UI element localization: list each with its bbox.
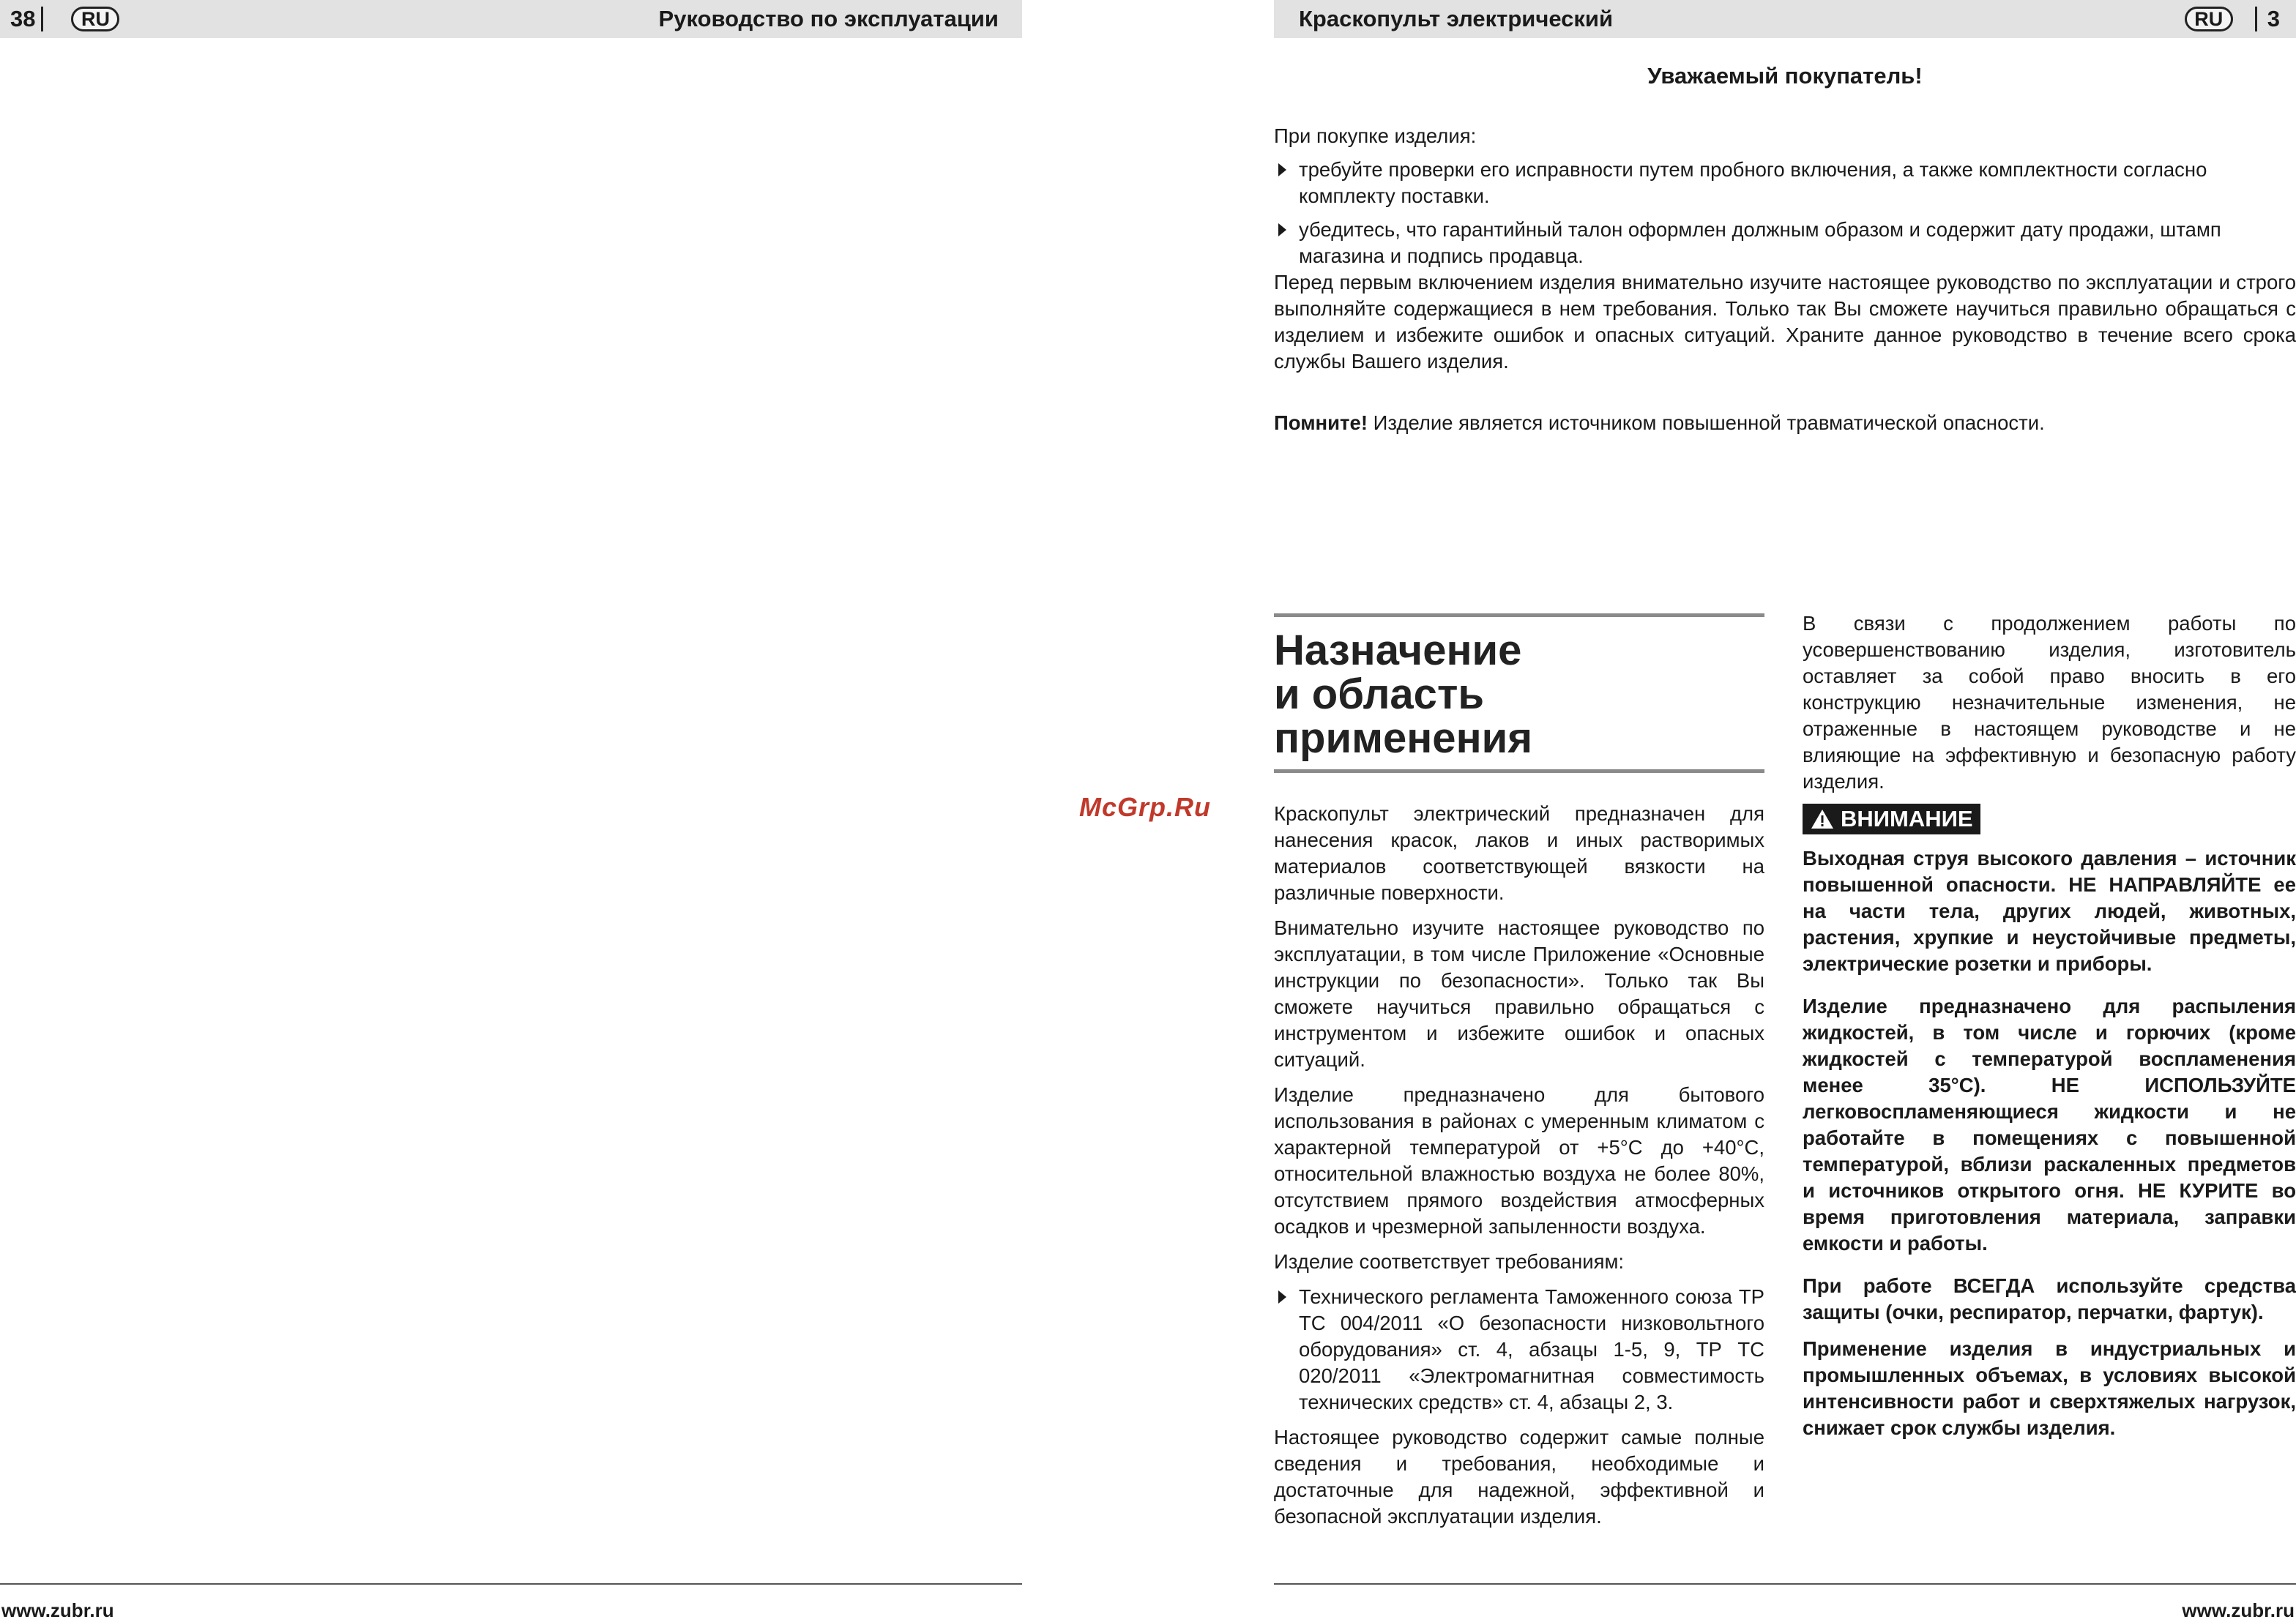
section-body (1274, 801, 1764, 1530)
bullet-triangle-icon (1278, 163, 1286, 176)
header-title: Руководство по эксплуатации (658, 6, 999, 31)
heading-bottom-rule (1274, 769, 1764, 773)
section-column (1274, 613, 1764, 1530)
warning-label: ВНИМАНИЕ (1841, 806, 1973, 831)
footer-divider (0, 1583, 1022, 1585)
footer-divider (1274, 1583, 2296, 1585)
page-number: 38 (10, 6, 36, 31)
warning-badge-row (1803, 804, 2296, 837)
header-divider (41, 7, 43, 31)
section-paragraph: Краскопульт электрический предназначен для нанесения красок, лаков и иных растворимых материалов соответствующей вязкости на различные поверхности. (1274, 802, 1764, 904)
watermark: McGrp.Ru (1079, 792, 1212, 822)
warning-paragraph: Применение изделия в индустриальных и промышленных объемах, в условиях высокой интенсивности работ и сверхтяжелых нагрузок, снижает срок службы изделия. (1803, 1337, 2296, 1439)
section-heading-line: и область (1274, 670, 1484, 718)
intro-paragraph: Перед первым включением изделия внимательно изучите настоящее руководство по эксплуатации и строго выполняйте содержащиеся в нем требования. Только так Вы сможете научиться правильно обращаться с изделием и избежите ошибок и опасных ситуаций. Храните данное руководство в течение всего срока службы Вашего изделия. (1274, 271, 2296, 373)
intro-bullet: убедитесь, что гарантийный талон оформлен должным образом и содержит дату продажи, штамп магазина и подпись продавца. (1274, 217, 2296, 269)
standards-bullet: Технического регламента Таможенного союза ТР ТС 004/2011 «О безопасности низковольтного оборудования» ст. 4, абзацы 1-5, 9, ТР ТС 020/2011 «Электромагнитная совместимость технических средств» ст. 4, абзацы 2, 3. (1274, 1284, 1764, 1416)
section-paragraph: Изделие соответствует требованиям: (1274, 1250, 1625, 1273)
section-paragraph: Изделие предназначено для бытового использования в районах с умеренным климатом с характерной температурой от +5°C до +40°C, относительной влажностью воздуха не более 80%, отсутствием прямого воздействия атмосферных осадков и чрезмерной запыленности воздуха. (1274, 1083, 1764, 1238)
warning-paragraph: При работе ВСЕГДА используйте средства защиты (очки, респиратор, перчатки, фартук). (1803, 1274, 2296, 1323)
section-paragraph: Настоящее руководство содержит самые полные сведения и требования, необходимые и достаточные для надежной, эффективной и безопасной эксплуатации изделия. (1274, 1426, 1764, 1528)
bullet-triangle-icon (1278, 1290, 1286, 1304)
notice-column (1803, 610, 2296, 1441)
warning-badge (1803, 804, 1980, 834)
header-divider (2255, 7, 2257, 31)
greeting-heading: Уважаемый покупатель! (1647, 63, 1923, 89)
section-heading-line: Назначение (1274, 627, 1522, 674)
section-heading-line: применения (1274, 714, 1533, 762)
bullet-triangle-icon (1278, 223, 1286, 236)
left-header (0, 0, 1022, 38)
intro-block (1274, 123, 2296, 436)
intro-bullet: требуйте проверки его исправности путем пробного включения, а также комплектности согласно комплекту поставки. (1274, 157, 2296, 209)
header-title: Краскопульт электрический (1299, 6, 1614, 31)
right-page (1274, 0, 2296, 1621)
footer-url[interactable]: www.zubr.ru (1, 1599, 114, 1621)
intro-line: При покупке изделия: (1274, 124, 1477, 147)
warning-triangle-icon (1810, 808, 1835, 830)
section-paragraph: Внимательно изучите настоящее руководство по эксплуатации, в том числе Приложение «Основные инструкции по безопасности». Только так Вы сможете научиться правильно обращаться с инструментом и избежите ошибок и опасных ситуаций. (1274, 916, 1764, 1071)
language-badge: RU (2185, 7, 2233, 31)
warning-paragraph: Изделие предназначено для распыления жидкостей, в том числе и горючих (кроме жидкостей с температурой воспламенения менее 35°C). НЕ ИСПОЛЬЗУЙТЕ легковоспламеняющиеся жидкости и не работайте в помещениях с повышенной температурой, вблизи раскаленных предметов и источников открытого огня. НЕ КУРИТЕ во время приготовления материала, заправки емкости и работы. (1803, 995, 2296, 1255)
left-page (0, 0, 1022, 1621)
page-number: 3 (2267, 6, 2280, 31)
right-header (1274, 0, 2296, 38)
notice-paragraph: В связи с продолжением работы по усовершенствованию изделия, изготовитель оставляет за собой право вносить в его конструкцию незначительные изменения, не отраженные в настоящем руководстве и не влияющие на эффективную и безопасную работу изделия. (1803, 612, 2296, 793)
section-heading-block (1274, 617, 1764, 769)
warning-paragraph: Выходная струя высокого давления – источник повышенной опасности. НЕ НАПРАВЛЯЙТЕ ее на части тела, других людей, животных, растения, хрупкие и неустойчивые предметы, электрические розетки и приборы. (1803, 847, 2296, 975)
remember-note: Помните! Изделие является источником повышенной травматической опасности. (1274, 411, 2045, 434)
language-badge: RU (71, 7, 119, 31)
footer-url[interactable]: www.zubr.ru (2182, 1599, 2295, 1621)
